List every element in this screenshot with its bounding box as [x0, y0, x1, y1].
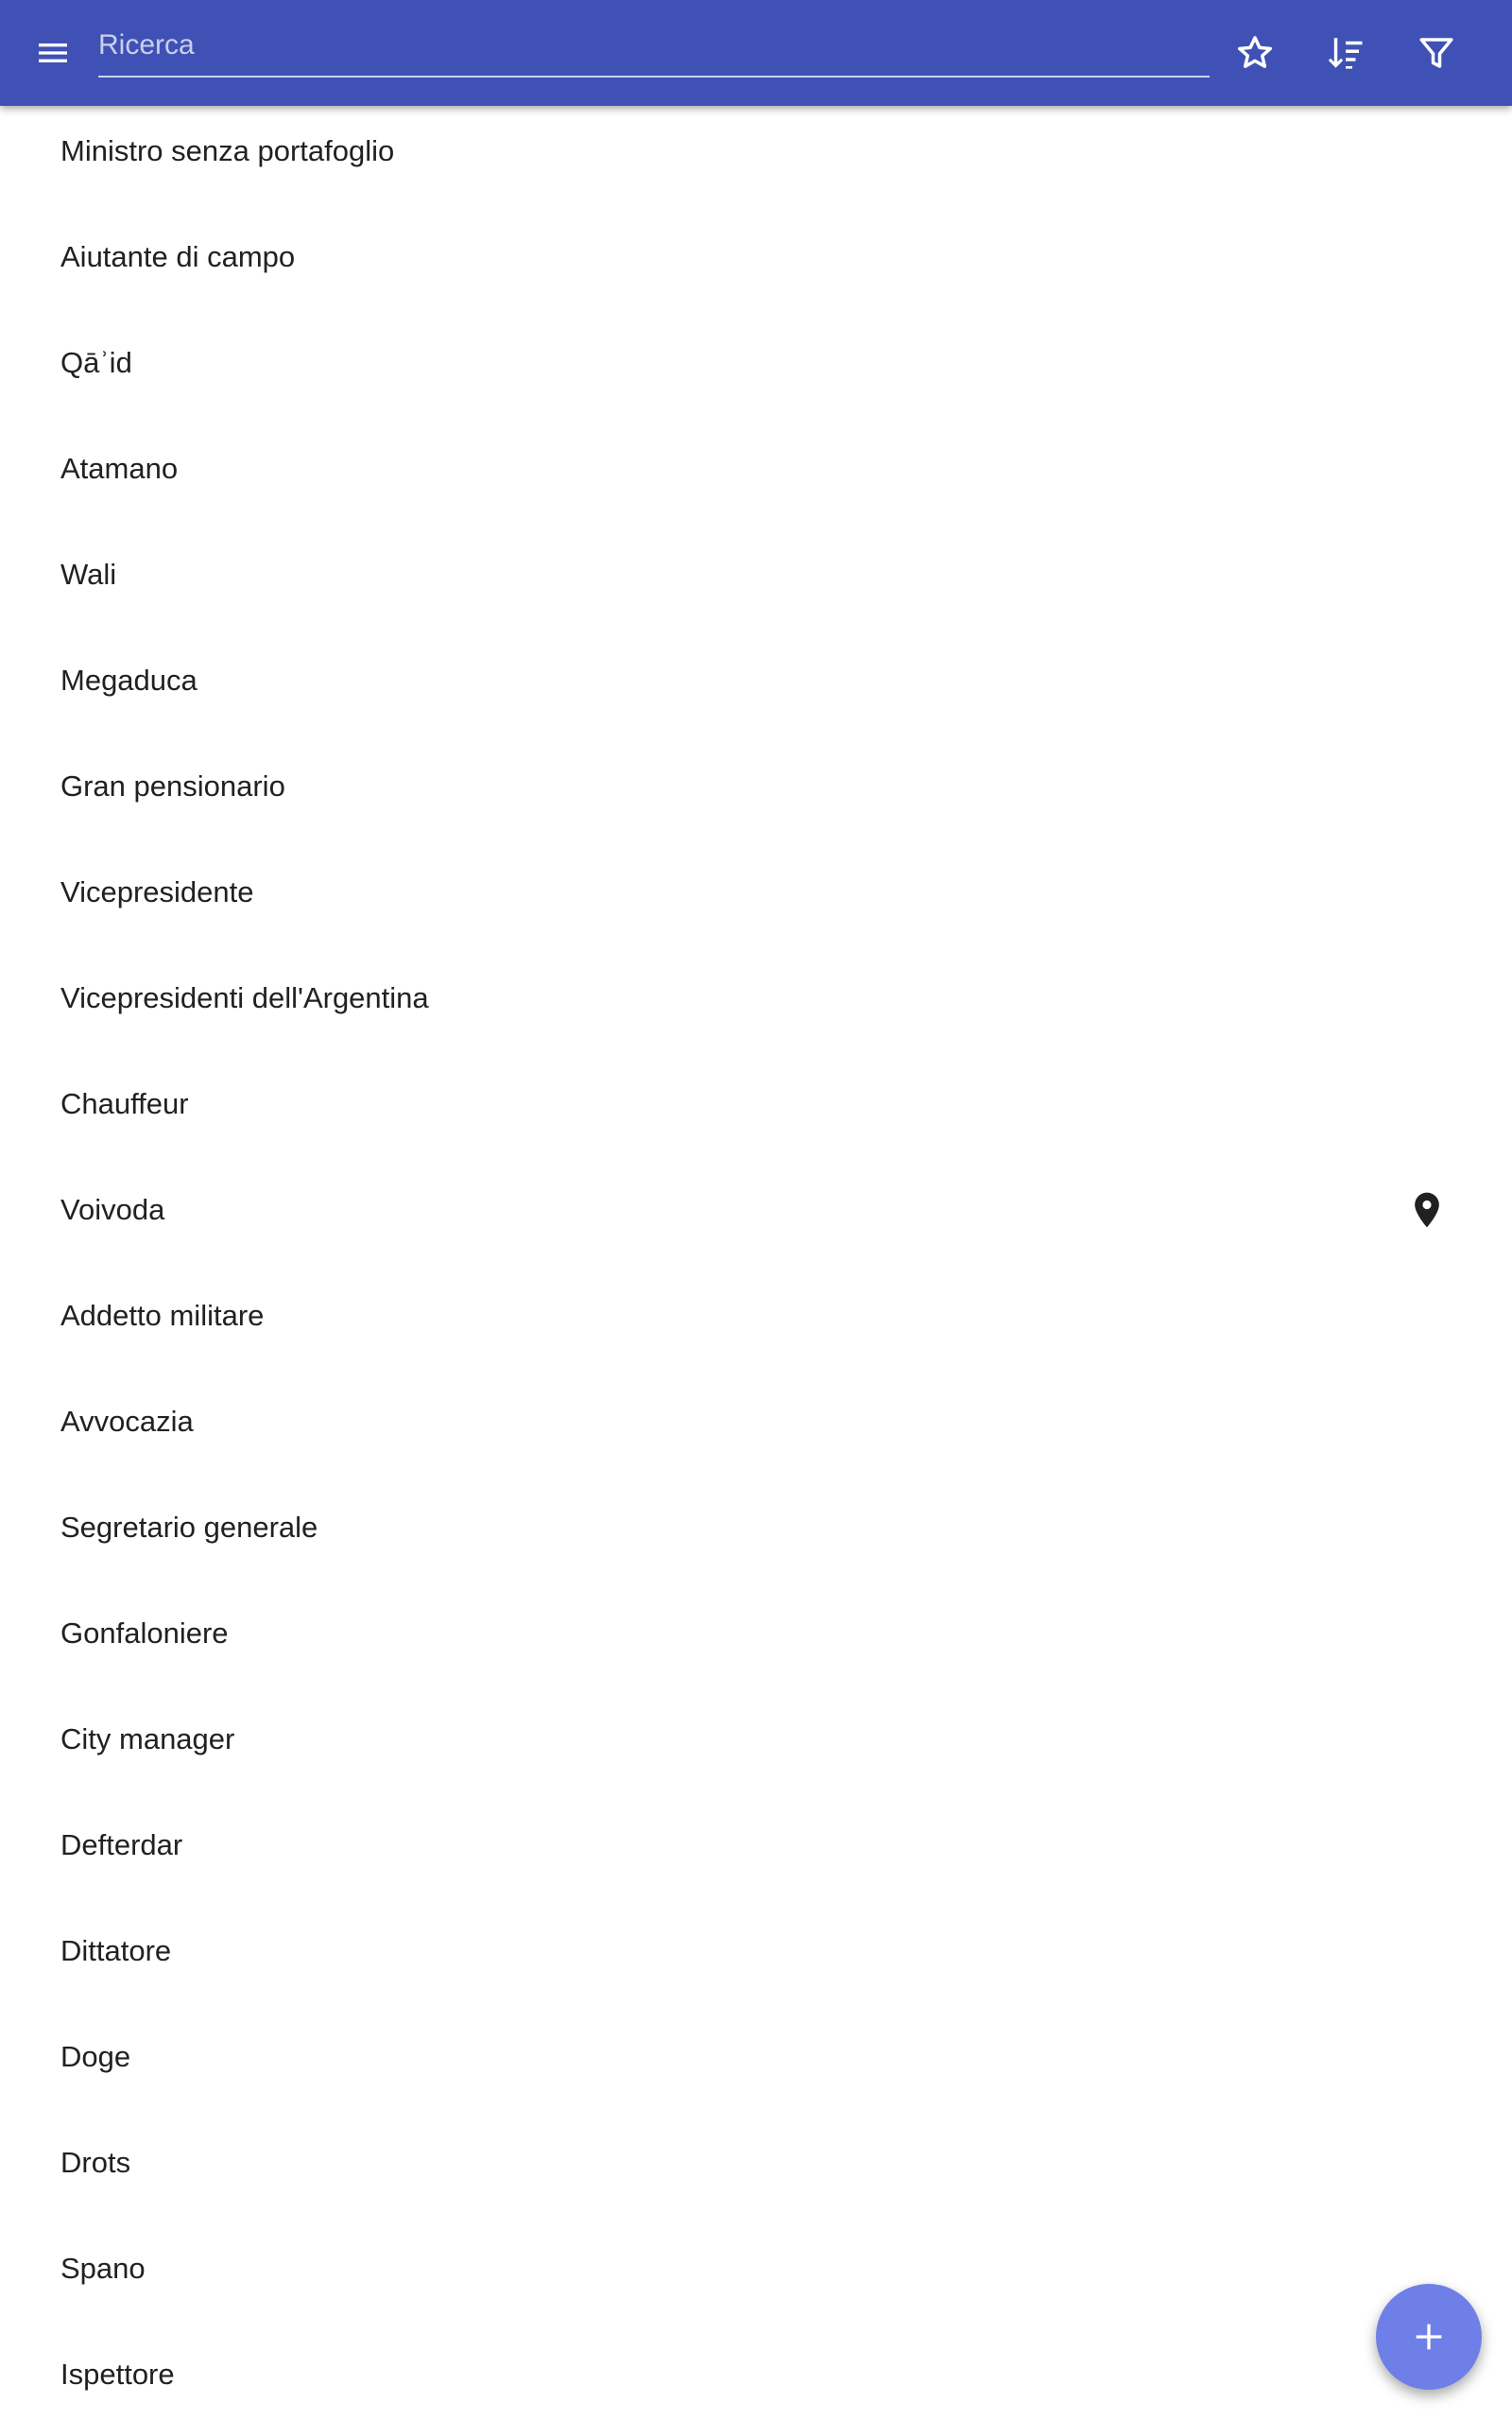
list-item[interactable] [0, 1157, 1512, 1263]
list-item[interactable] [0, 1475, 1512, 1581]
list-item-label: Avvocazia [60, 1405, 194, 1438]
list-item-label: Wali [60, 558, 117, 591]
list-item[interactable] [0, 2322, 1512, 2420]
search-field [98, 17, 1210, 78]
list-item-label: Gonfaloniere [60, 1616, 229, 1650]
list-item-label: Segretario generale [60, 1511, 318, 1544]
list-item[interactable] [0, 2216, 1512, 2322]
menu-button[interactable] [19, 15, 87, 91]
list-item-label: Doge [60, 2040, 131, 2073]
add-button[interactable] [1376, 2284, 1482, 2390]
list-item-label: Dittatore [60, 1934, 172, 1967]
list-item[interactable] [0, 734, 1512, 839]
list-item-label: Gran pensionario [60, 769, 285, 803]
list-item[interactable] [0, 310, 1512, 416]
top-app-bar [0, 0, 1512, 106]
list-item-label: Vicepresidente [60, 875, 254, 908]
list-item[interactable] [0, 416, 1512, 522]
list-item[interactable] [0, 98, 1512, 204]
star-outline-icon [1235, 33, 1275, 73]
results-list [0, 98, 1512, 2420]
menu-icon [34, 34, 72, 72]
filter-button[interactable] [1399, 15, 1474, 91]
list-item-label: Chauffeur [60, 1087, 189, 1120]
filter-icon [1417, 33, 1456, 73]
list-item[interactable] [0, 1581, 1512, 1686]
list-item[interactable] [0, 1898, 1512, 2004]
plus-icon [1410, 2318, 1448, 2356]
list-item[interactable] [0, 2110, 1512, 2216]
list-item[interactable] [0, 1263, 1512, 1369]
list-item-label: City manager [60, 1722, 235, 1755]
list-item[interactable] [0, 1051, 1512, 1157]
search-input[interactable] [98, 17, 1210, 74]
sort-icon [1326, 33, 1366, 73]
list-item-label: Drots [60, 2146, 131, 2179]
list-item[interactable] [0, 204, 1512, 310]
list-item-label: Voivoda [60, 1193, 165, 1226]
list-item[interactable] [0, 522, 1512, 628]
list-item-label: Spano [60, 2252, 146, 2285]
sort-button[interactable] [1308, 15, 1383, 91]
list-item[interactable] [0, 945, 1512, 1051]
list-item[interactable] [0, 2004, 1512, 2110]
list-item[interactable] [0, 628, 1512, 734]
list-item-label: Megaduca [60, 664, 198, 697]
list-item-label: Ministro senza portafoglio [60, 134, 395, 167]
list-item-label: Qāʾid [60, 346, 132, 379]
list-item[interactable] [0, 1686, 1512, 1792]
location-pin-icon[interactable] [1406, 1189, 1448, 1231]
list-item[interactable] [0, 839, 1512, 945]
list-item-label: Defterdar [60, 1828, 183, 1861]
favorites-button[interactable] [1217, 15, 1293, 91]
list-item-label: Addetto militare [60, 1299, 265, 1332]
list-item-label: Atamano [60, 452, 179, 485]
list-item-label: Aiutante di campo [60, 240, 296, 273]
list-item-label: Vicepresidenti dell'Argentina [60, 981, 429, 1014]
list-item-label: Ispettore [60, 2358, 175, 2391]
list-item[interactable] [0, 1369, 1512, 1475]
list-item[interactable] [0, 1792, 1512, 1898]
